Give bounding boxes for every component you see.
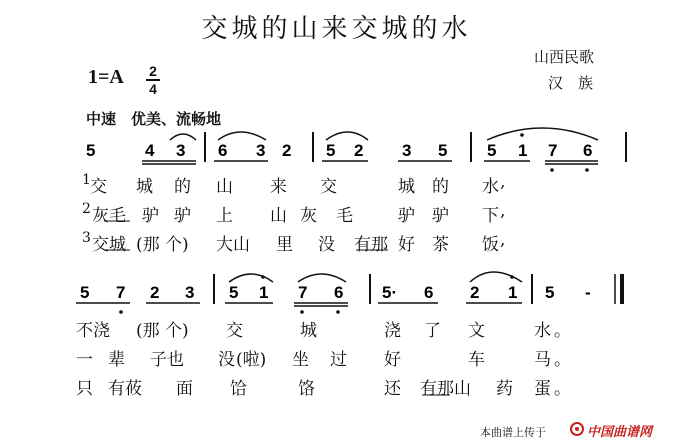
lyric-syllable: 山 (216, 177, 233, 197)
lyric-syllable: 里 (276, 235, 293, 255)
lyric-syllable: 城 (136, 177, 153, 197)
lyric-syllable: 交城 (92, 235, 126, 255)
note: 6 (334, 283, 344, 302)
notation-line-2 (76, 272, 622, 314)
lyric-syllable: 一 (76, 350, 93, 370)
note: 5 (326, 141, 336, 160)
note: 1 (518, 141, 528, 160)
lyric-syllable: 的 (432, 177, 449, 197)
lyric-syllable: (那 个) (136, 321, 189, 341)
lyric-syllable: 茶 (432, 235, 449, 255)
lyric-syllable: 好 (384, 350, 401, 370)
lyric-syllable: 灰毛 (92, 206, 126, 226)
octave-dot (550, 168, 554, 172)
lyric-syllable: 了 (424, 321, 441, 341)
note: 5 (545, 283, 555, 302)
upload-note: 本曲谱上传于 (480, 426, 546, 439)
lyric-punct: 。 (554, 321, 571, 341)
lyric-syllable: 下 (482, 206, 499, 226)
lyric-syllable: 车 (468, 350, 485, 370)
slur (470, 272, 522, 282)
tempo-marking: 中速 优美、流畅地 (86, 110, 222, 128)
site-name[interactable]: 中国曲谱网 (587, 425, 653, 440)
lyric-syllable: 饭 (482, 235, 499, 255)
dash: - (585, 283, 591, 302)
notation-line-1 (86, 128, 626, 172)
lyric-syllable: 辈 (108, 350, 125, 370)
lyric-syllable: 坐 (292, 350, 309, 370)
octave-dot (510, 275, 514, 279)
slur (487, 128, 598, 140)
lyric-syllable: 驴 (142, 206, 159, 226)
verse-number: 3 (82, 230, 91, 246)
lyric-syllable: 蛋 (534, 379, 551, 399)
octave-dot (585, 168, 589, 172)
lyric-syllable: 驴 (398, 206, 415, 226)
lyric-punct: 。 (554, 379, 571, 399)
lyric-syllable: 灰 (300, 206, 317, 226)
lyric-syllable: 大山 (216, 235, 250, 255)
slur (170, 134, 196, 140)
lyric-syllable: 有莜 (108, 379, 142, 399)
lyric-syllable: 城 (398, 177, 415, 197)
note: 3 (256, 141, 266, 160)
lyric-syllable: 文 (468, 321, 485, 341)
lyric-syllable: 水 (534, 321, 551, 341)
lyric-punct: , (500, 201, 506, 221)
note: 7 (548, 141, 558, 160)
note: 2 (470, 283, 480, 302)
note: 2 (150, 283, 160, 302)
lyric-punct: , (500, 172, 506, 192)
octave-dot (336, 310, 340, 314)
note: 2 (354, 141, 364, 160)
slur (229, 274, 273, 282)
lyric-syllable: 来 (270, 177, 287, 197)
note: 7 (298, 283, 308, 302)
lyric-syllable: 药 (496, 379, 513, 399)
note: 5 (229, 283, 239, 302)
note: 5 (80, 283, 90, 302)
note: 3 (402, 141, 412, 160)
slur (218, 132, 266, 140)
note: 4 (145, 141, 155, 160)
lyric-syllable: 没 (218, 350, 235, 370)
note: 1 (508, 283, 518, 302)
lyric-syllable: 不浇 (76, 321, 110, 341)
lyric-punct: 。 (554, 350, 571, 370)
lyric-syllable: 山 (270, 206, 287, 226)
song-ethnicity: 汉 族 (548, 74, 594, 92)
slur (298, 274, 346, 282)
lyric-syllable: 交 (226, 321, 243, 341)
lyric-syllable: 马 (534, 350, 551, 370)
lyric-syllable: 还 (384, 379, 401, 399)
lyric-syllable: 驴 (174, 206, 191, 226)
lyric-syllable: 山 (454, 379, 471, 399)
note: 6 (424, 283, 434, 302)
lyric-syllable: 毛 (336, 206, 353, 226)
lyric-syllable: 交 (90, 177, 107, 197)
note: 5· (382, 283, 398, 302)
lyric-syllable: 只 (76, 379, 93, 399)
note: 5 (86, 141, 96, 160)
lyric-syllable: (啦) (236, 350, 267, 370)
note: 3 (176, 141, 186, 160)
note: 1 (259, 283, 269, 302)
lyric-syllable: 没 (318, 235, 335, 255)
lyric-syllable: 上 (216, 206, 233, 226)
verse-number: 1 (82, 172, 91, 188)
lyric-syllable: 过 (330, 350, 347, 370)
octave-dot (261, 275, 265, 279)
lyric-syllable: 水 (482, 177, 499, 197)
lyric-syllable: (那 个) (136, 235, 189, 255)
slur (326, 132, 368, 140)
lyric-syllable: 饹 (298, 379, 315, 399)
octave-dot (119, 310, 123, 314)
lyric-syllable: 饸 (230, 379, 247, 399)
octave-dot (300, 310, 304, 314)
note: 5 (438, 141, 448, 160)
lyric-syllable: 有那 (354, 235, 388, 255)
lyric-syllable: 面 (176, 379, 193, 399)
note: 7 (116, 283, 126, 302)
lyric-syllable: 子也 (150, 350, 184, 370)
note: 3 (185, 283, 195, 302)
note: 2 (282, 141, 292, 160)
key-signature: 1=A (88, 66, 124, 88)
note: 6 (218, 141, 228, 160)
song-title: 交城的山来交城的水 (201, 14, 472, 44)
time-signature-top: 2 (149, 63, 157, 79)
lyric-syllable: 城 (300, 321, 317, 341)
lyric-syllable: 交 (320, 177, 337, 197)
lyric-syllable: 的 (174, 177, 191, 197)
note: 6 (583, 141, 593, 160)
lyric-syllable: 浇 (384, 321, 401, 341)
octave-dot (520, 133, 524, 137)
lyric-punct: , (500, 230, 506, 250)
lyric-syllable: 驴 (432, 206, 449, 226)
lyric-syllable: 好 (398, 235, 415, 255)
lyric-syllable: 有那 (420, 379, 454, 399)
time-signature-bottom: 4 (149, 81, 157, 97)
song-origin: 山西民歌 (534, 48, 595, 66)
verse-number: 2 (82, 201, 91, 217)
note: 5 (487, 141, 497, 160)
site-logo-icon (570, 421, 584, 435)
